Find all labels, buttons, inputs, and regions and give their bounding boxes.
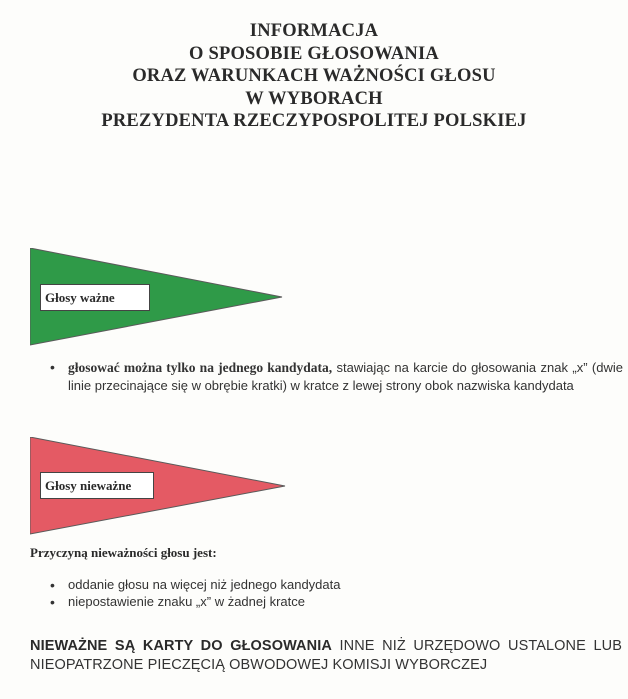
notice-text: INNE NIŻ URZĘDOWO USTALONE LUB NIEOPATRZONE PIECZĘCIĄ OBWODOWEJ KOMISJI WYBORCZEJ [30, 638, 622, 673]
rule-emphasis: głosować można tylko na jednego kandydata, [68, 360, 333, 375]
rule-text: stawiając na karcie do głosowania znak „x” (dwie linie przecinające się w obrębie kratki) w kratce z lewej strony obok nazwiska kandydata [68, 360, 623, 393]
title-line: INFORMACJA [249, 21, 379, 41]
invalid-votes-list [48, 577, 608, 610]
title-line: PREZYDENTA RZECZYPOSPOLITEJ POLSKIEJ [101, 111, 527, 131]
list-item: • oddanie głosu na więcej niż jednego kandydata [48, 577, 608, 594]
title-line: O SPOSOBIE GŁOSOWANIA [189, 43, 439, 64]
notice-emphasis: NIEWAŻNE SĄ KARTY DO GŁOSOWANIA [30, 638, 332, 654]
valid-votes-pennant [30, 248, 285, 346]
invalid-votes-pennant [30, 437, 288, 535]
valid-votes-list [48, 359, 623, 394]
list-item [48, 359, 623, 394]
title-line: ORAZ WARUNKACH WAŻNOŚCI GŁOSU [132, 66, 496, 86]
title-line: W WYBORACH [245, 88, 383, 109]
list-item: • niepostawienie znaku „x” w żadnej kratce [48, 594, 608, 611]
invalid-ballots-notice [30, 637, 622, 675]
valid-votes-label: Głosy ważne [40, 284, 150, 311]
invalidity-reason-heading: Przyczyną nieważności głosu jest: [30, 545, 217, 560]
document-title [0, 20, 628, 133]
invalid-votes-label: Głosy nieważne [40, 472, 154, 499]
